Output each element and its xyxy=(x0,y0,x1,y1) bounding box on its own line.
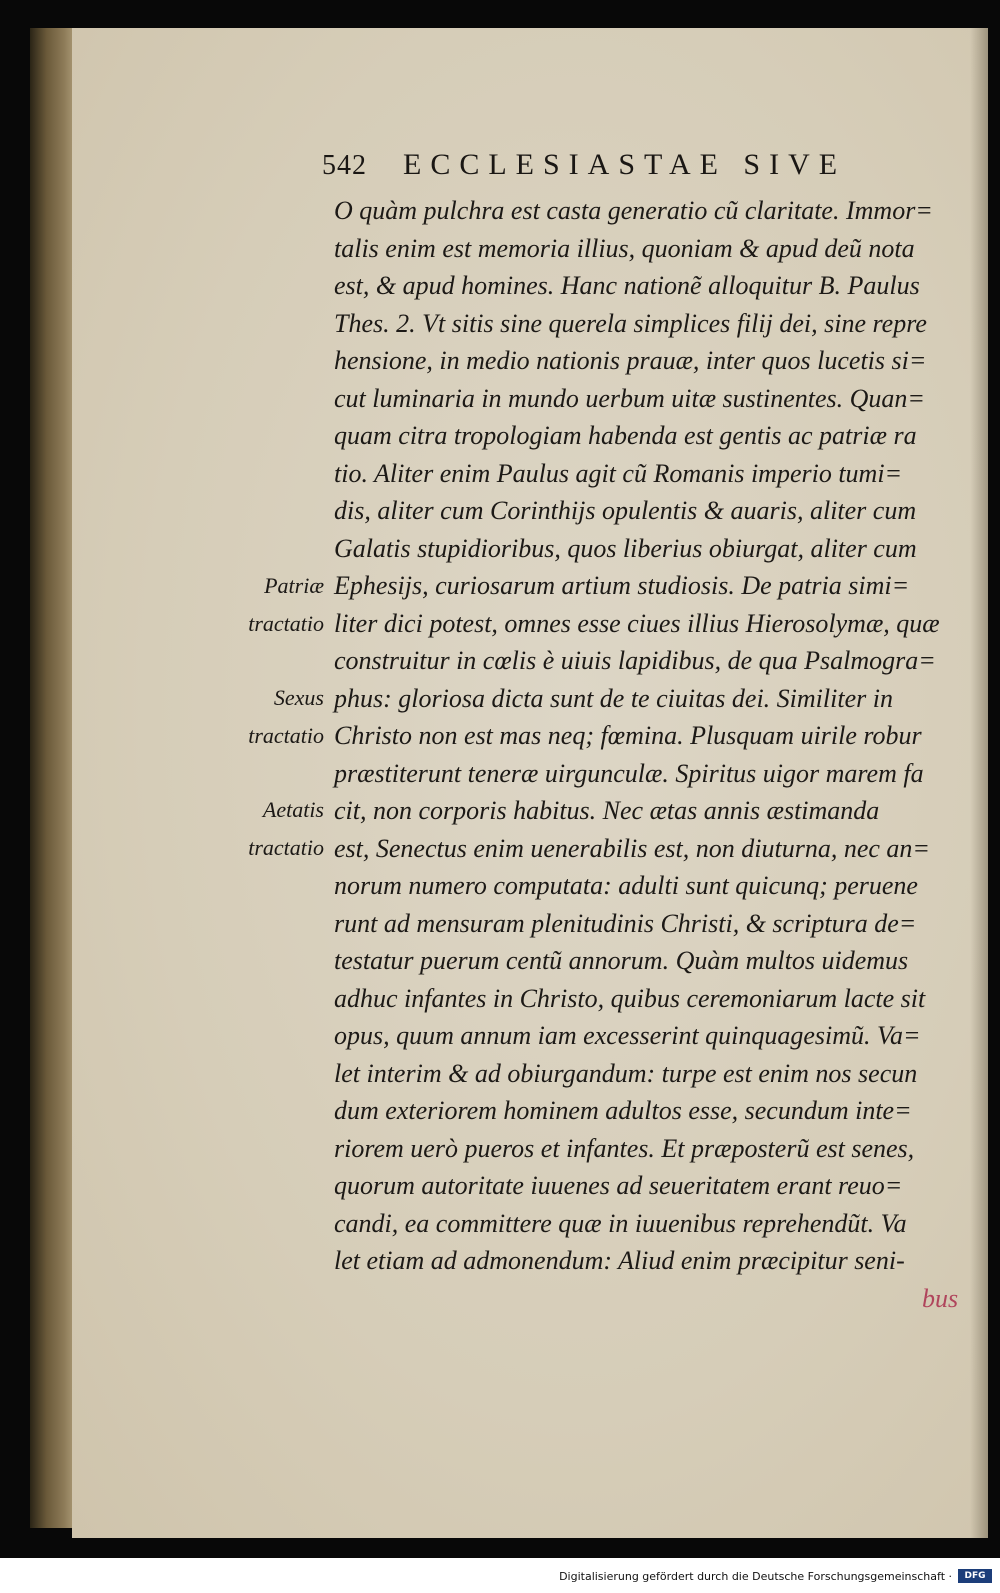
text-line: adhuc infantes in Christo, quibus ceremoniarum lacte sit xyxy=(334,983,926,1013)
text-line: dum exteriorem hominem adultos esse, secundum inte= xyxy=(334,1096,912,1125)
text-line: Christo non est mas neq; fœmina. Plusquam uirile robur xyxy=(334,721,922,750)
text-line: quorum autoritate iuuenes ad seueritatem erant reuo= xyxy=(334,1171,903,1200)
text-line: hensione, in medio nationis prauæ, inter quos lucetis si= xyxy=(334,346,927,375)
dfg-logo: DFG xyxy=(958,1569,992,1583)
text-line: præstiterunt teneræ uirgunculæ. Spiritus uigor marem fa xyxy=(334,758,924,788)
footer-bar xyxy=(0,1558,1000,1593)
text-line: testatur puerum centũ annorum. Quàm multos uidemus xyxy=(334,946,909,975)
main-text-block xyxy=(334,192,974,1317)
text-line: cut luminaria in mundo uerbum uitæ sustinentes. Quan= xyxy=(334,383,925,413)
text-line: Galatis stupidioribus, quos liberius obiurgat, aliter cum xyxy=(334,533,917,563)
text-line: talis enim est memoria illius, quoniam & apud deũ nota xyxy=(334,233,915,263)
marginal-note-sexus xyxy=(212,679,324,754)
text-line: let interim & ad obiurgandum: turpe est enim nos secun xyxy=(334,1058,918,1088)
catchword: bus xyxy=(922,1283,959,1313)
text-line: construitur in cœlis è uiuis lapidibus, de qua Psalmogra= xyxy=(334,646,936,675)
page-stack-edge xyxy=(30,28,78,1528)
text-line: est, & apud homines. Hanc nationẽ alloquitur B. Paulus xyxy=(334,271,920,300)
marginal-note-aetatis xyxy=(212,791,324,866)
text-line: opus, quum annum iam excesserint quinquagesimũ. Va= xyxy=(334,1021,921,1050)
text-line: candi, ea committere quæ in iuuenibus reprehendũt. Va xyxy=(334,1208,907,1238)
marginal-note-line: Sexus xyxy=(273,685,324,710)
text-line: dis, aliter cum Corinthijs opulentis & auaris, aliter cum xyxy=(334,496,917,525)
text-line: quam citra tropologiam habenda est gentis ac patriæ ra xyxy=(334,421,917,450)
text-line: norum numero computata: adulti sunt quicunq; peruene xyxy=(334,871,918,900)
text-line: riorem uerò pueros et infantes. Et præposterũ est senes, xyxy=(334,1133,915,1163)
marginal-note-line: tractatio xyxy=(248,722,324,748)
text-line: tio. Aliter enim Paulus agit cũ Romanis imperio tumi= xyxy=(334,458,903,488)
marginal-note-line: Patriæ xyxy=(264,573,324,598)
marginal-note-line: tractatio xyxy=(248,834,324,860)
funding-credit: Digitalisierung gefördert durch die Deutsche Forschungsgemeinschaft · xyxy=(559,1570,952,1583)
text-line: cit, non corporis habitus. Nec ætas annis æstimanda xyxy=(334,796,880,825)
text-line: liter dici potest, omnes esse ciues illius Hierosolymæ, quæ xyxy=(334,608,940,638)
page-header xyxy=(322,148,912,188)
text-line: est, Senectus enim uenerabilis est, non diuturna, nec an= xyxy=(334,833,930,863)
marginal-note-patriae xyxy=(212,567,324,642)
text-line: runt ad mensuram plenitudinis Christi, & scriptura de= xyxy=(334,908,917,938)
text-line: Ephesijs, curiosarum artium studiosis. De patria simi= xyxy=(334,571,910,600)
page-number: 542 xyxy=(322,150,367,181)
text-line: phus: gloriosa dicta sunt de te ciuitas dei. Similiter in xyxy=(334,683,893,713)
text-line: let etiam ad admonendum: Aliud enim præcipitur seni- xyxy=(334,1246,905,1275)
marginal-note-line: Aetatis xyxy=(262,797,324,822)
running-title: ECCLESIASTAE SIVE xyxy=(403,148,847,181)
text-line: O quàm pulchra est casta generatio cũ claritate. Immor= xyxy=(334,196,933,225)
text-line: Thes. 2. Vt sitis sine querela simplices filij dei, sine repre xyxy=(334,308,927,338)
marginal-note-line: tractatio xyxy=(248,610,324,636)
